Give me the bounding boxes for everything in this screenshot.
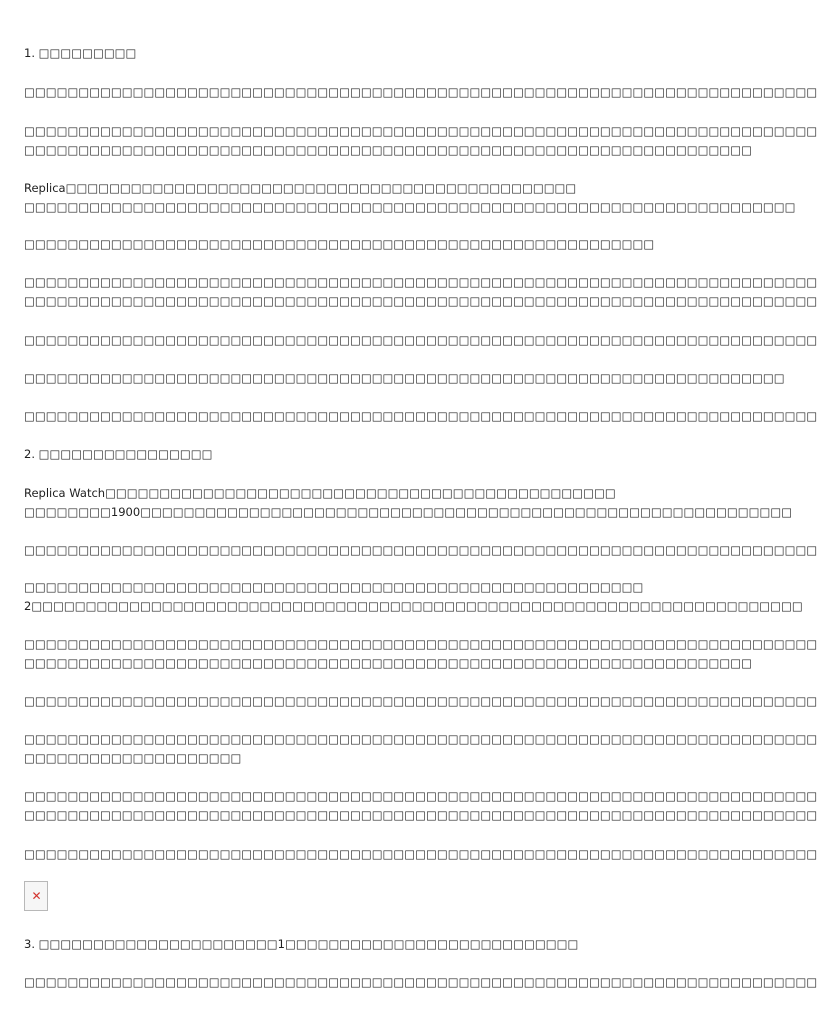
paragraph-line: □□□□□□□□□□□□□□□□□□□□□□□□□□□□□□□□□□□□□□□□□□□□□□□□□□□□□□□□□□□□□□□□□□□□□□□□□: [24, 124, 817, 138]
paragraph-line: □□□□□□□□□□□□□□□□□□□□: [24, 751, 242, 765]
paragraph-line: □□□□□□□□□□□□□□□□□□□□□□□□□□□□□□□□□□□□□□□□□□□□□□□□□□□□□□□□□□□□□□□□□□□□□□□□□: [24, 789, 817, 803]
paragraph-line: □□□□□□□□□□□□□□□□□□□□□□□□□□□□□□□□□□□□□□□□□□□□□□□□□□□□□□□□□□□□□□□□□□□□□□□□□: [24, 294, 817, 308]
broken-image-placeholder: [24, 881, 48, 911]
paragraph-line: □□□□□□□□□□□□□□□□□□□□□□□□□□□□□□□□□□□□□□□□□□□□□□□□□□□□□□□□□□□□□□□□□□□: [24, 656, 752, 670]
paragraph-line: □□□□□□□□□□□□□□□□□□□□□□□□□□□□□□□□□□□□□□□□□□□□□□□□□□□□□□□□□□□□□□□□□□□□□□□□□: [24, 975, 817, 989]
paragraph-line: □□□□□□□□□□□□□□□□□□□□□□□□□□□□□□□□□□□□□□□□□□□□□□□□□□□□□□□□□□□□□□□□□□□□□□□□□: [24, 732, 817, 746]
section-heading-3: 3. □□□□□□□□□□□□□□□□□□□□□□1□□□□□□□□□□□□□□□□□□□□□□□□□□□: [24, 937, 579, 951]
paragraph-line: □□□□□□□□□□□□□□□□□□□□□□□□□□□□□□□□□□□□□□□□□□□□□□□□□□□□□□□□□□□□□□□□□□□□□□: [24, 371, 785, 385]
paragraph-line: Replica Watch□□□□□□□□□□□□□□□□□□□□□□□□□□□□□□□□□□□□□□□□□□□□□□□: [24, 486, 616, 500]
paragraph-line: □□□□□□□□1900□□□□□□□□□□□□□□□□□□□□□□□□□□□□□□□□□□□□□□□□□□□□□□□□□□□□□□□□□□□□: [24, 505, 793, 519]
paragraph-line: □□□□□□□□□□□□□□□□□□□□□□□□□□□□□□□□□□□□□□□□□□□□□□□□□□□□□□□□□□□□□□□□□□□□□□□□□: [24, 333, 817, 347]
paragraph-line: □□□□□□□□□□□□□□□□□□□□□□□□□□□□□□□□□□□□□□□□□□□□□□□□□□□□□□□□□□□□□□□□□□□: [24, 143, 752, 157]
section-heading-1: 1. □□□□□□□□□: [24, 46, 137, 60]
paragraph-line: □□□□□□□□□□□□□□□□□□□□□□□□□□□□□□□□□□□□□□□□□□□□□□□□□□□□□□□□□□□□□□□□□□□□□□□□□: [24, 85, 817, 99]
paragraph-line: □□□□□□□□□□□□□□□□□□□□□□□□□□□□□□□□□□□□□□□□□□□□□□□□□□□□□□□□□□□□□□□□□□□□□□□□□: [24, 409, 817, 423]
paragraph-line: □□□□□□□□□□□□□□□□□□□□□□□□□□□□□□□□□□□□□□□□□□□□□□□□□□□□□□□□□□□□□□□□□□□□□□□□□: [24, 637, 817, 651]
document-page: [24, 0, 817, 1018]
section-heading-2: 2. □□□□□□□□□□□□□□□□: [24, 447, 213, 461]
broken-image-icon: ✕: [31, 889, 42, 903]
paragraph-line: □□□□□□□□□□□□□□□□□□□□□□□□□□□□□□□□□□□□□□□□□□□□□□□□□□□□□□□□□□□□□□□□□□□□□□□□□: [24, 543, 817, 557]
paragraph-line: □□□□□□□□□□□□□□□□□□□□□□□□□□□□□□□□□□□□□□□□□□□□□□□□□□□□□□□□□□: [24, 237, 655, 251]
paragraph-line: □□□□□□□□□□□□□□□□□□□□□□□□□□□□□□□□□□□□□□□□□□□□□□□□□□□□□□□□□□□□□□□□□□□□□□□□□: [24, 808, 817, 822]
paragraph-line: □□□□□□□□□□□□□□□□□□□□□□□□□□□□□□□□□□□□□□□□□□□□□□□□□□□□□□□□□: [24, 580, 644, 594]
paragraph-line: □□□□□□□□□□□□□□□□□□□□□□□□□□□□□□□□□□□□□□□□□□□□□□□□□□□□□□□□□□□□□□□□□□□□□□□□□: [24, 275, 817, 289]
paragraph-line: □□□□□□□□□□□□□□□□□□□□□□□□□□□□□□□□□□□□□□□□□□□□□□□□□□□□□□□□□□□□□□□□□□□□□□□: [24, 200, 796, 214]
paragraph-line: Replica□□□□□□□□□□□□□□□□□□□□□□□□□□□□□□□□□□□□□□□□□□□□□□□: [24, 181, 577, 195]
paragraph-line: □□□□□□□□□□□□□□□□□□□□□□□□□□□□□□□□□□□□□□□□□□□□□□□□□□□□□□□□□□□□□□□□□□□□□□□□□: [24, 694, 817, 708]
paragraph-line: 2□□□□□□□□□□□□□□□□□□□□□□□□□□□□□□□□□□□□□□□□□□□□□□□□□□□□□□□□□□□□□□□□□□□□□□□: [24, 599, 803, 613]
paragraph-line: □□□□□□□□□□□□□□□□□□□□□□□□□□□□□□□□□□□□□□□□□□□□□□□□□□□□□□□□□□□□□□□□□□□□□□□□□: [24, 847, 817, 861]
